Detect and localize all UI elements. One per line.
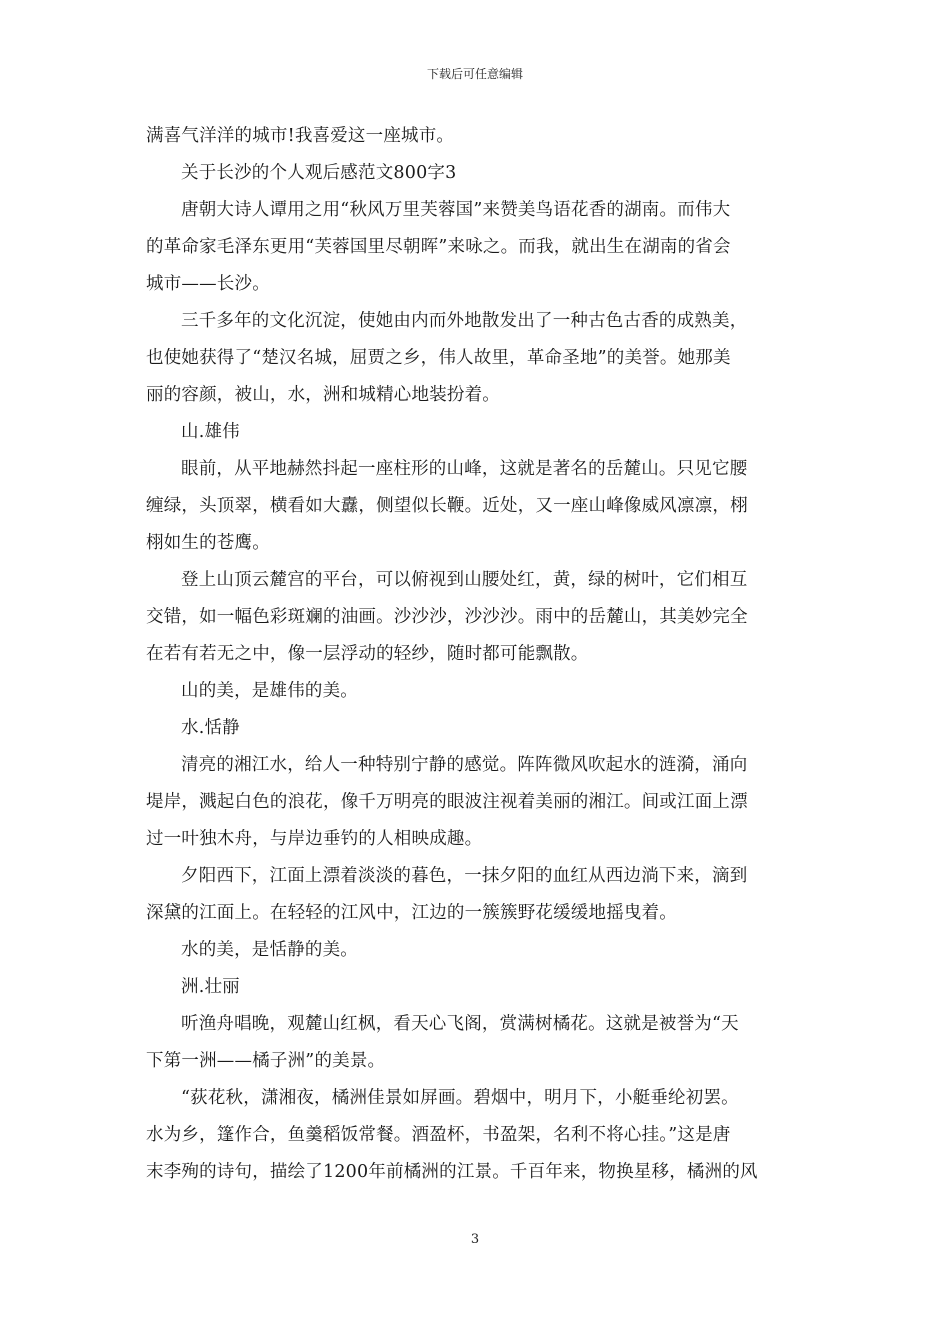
text-line: 夕阳西下，江面上漂着淡淡的暮色，一抹夕阳的血红从西边淌下来，滴到 bbox=[181, 866, 748, 886]
text-line: 交错，如一幅色彩斑斓的油画。沙沙沙，沙沙沙。雨中的岳麓山，其美妙完全 bbox=[146, 607, 748, 627]
text-line: 在若有若无之中，像一层浮动的轻纱，随时都可能飘散。 bbox=[146, 644, 589, 664]
text-line: “荻花秋，潇湘夜，橘洲佳景如屏画。碧烟中，明月下，小艇垂纶初罢。 bbox=[181, 1088, 739, 1108]
text-line: 下第一洲——橘子洲”的美景。 bbox=[146, 1051, 386, 1071]
text-line: 缠绿，头顶翠，横看如大纛，侧望似长鞭。近处，又一座山峰像威风凛凛，栩 bbox=[146, 496, 748, 516]
text-line: 也使她获得了“楚汉名城，屈贾之乡，伟人故里，革命圣地”的美誉。她那美 bbox=[146, 348, 731, 368]
text-line: 满喜气洋洋的城市!我喜爱这一座城市。 bbox=[146, 126, 455, 146]
text-line: 洲.壮丽 bbox=[181, 977, 240, 997]
text-line: 堤岸，溅起白色的浪花，像千万明亮的眼波注视着美丽的湘江。间或江面上漂 bbox=[146, 792, 748, 812]
text-line: 栩如生的苍鹰。 bbox=[146, 533, 270, 553]
text-line: 三千多年的文化沉淀，使她由内而外地散发出了一种古色古香的成熟美， bbox=[181, 311, 748, 331]
text-line: 关于长沙的个人观后感范文800字3 bbox=[181, 163, 457, 183]
text-line: 听渔舟唱晚，观麓山红枫，看天心飞阁，赏满树橘花。这就是被誉为“天 bbox=[181, 1014, 739, 1034]
text-line: 唐朝大诗人谭用之用“秋风万里芙蓉国”来赞美鸟语花香的湖南。而伟大 bbox=[181, 200, 731, 220]
text-line: 深黛的江面上。在轻轻的江风中，江边的一簇簇野花缓缓地摇曳着。 bbox=[146, 903, 677, 923]
text-line: 清亮的湘江水，给人一种特别宁静的感觉。阵阵微风吹起水的涟漪，涌向 bbox=[181, 755, 748, 775]
text-line: 登上山顶云麓宫的平台，可以俯视到山腰处红，黄，绿的树叶，它们相互 bbox=[181, 570, 748, 590]
text-line: 末李殉的诗句，描绘了1200年前橘洲的江景。千百年来，物换星移，橘洲的风 bbox=[146, 1162, 758, 1182]
document-body bbox=[146, 118, 808, 1191]
text-line: 水为乡，篷作合，鱼羹稻饭常餐。酒盈杯，书盈架，名利不将心挂。”这是唐 bbox=[146, 1125, 731, 1145]
page-header: 下载后可任意编辑 bbox=[426, 67, 523, 81]
text-line: 的革命家毛泽东更用“芙蓉国里尽朝晖”来咏之。而我，就出生在湖南的省会 bbox=[146, 237, 731, 257]
text-line: 过一叶独木舟，与岸边垂钓的人相映成趣。 bbox=[146, 829, 483, 849]
text-line: 水的美，是恬静的美。 bbox=[181, 940, 358, 960]
text-line: 山的美，是雄伟的美。 bbox=[181, 681, 358, 701]
text-line: 丽的容颜，被山，水，洲和城精心地装扮着。 bbox=[146, 385, 500, 405]
text-line: 山.雄伟 bbox=[181, 422, 240, 442]
page-number: 3 bbox=[470, 1232, 480, 1247]
text-line: 眼前，从平地赫然抖起一座柱形的山峰，这就是著名的岳麓山。只见它腰 bbox=[181, 459, 748, 479]
text-line: 城市——长沙。 bbox=[146, 274, 270, 294]
text-line: 水.恬静 bbox=[181, 718, 240, 738]
